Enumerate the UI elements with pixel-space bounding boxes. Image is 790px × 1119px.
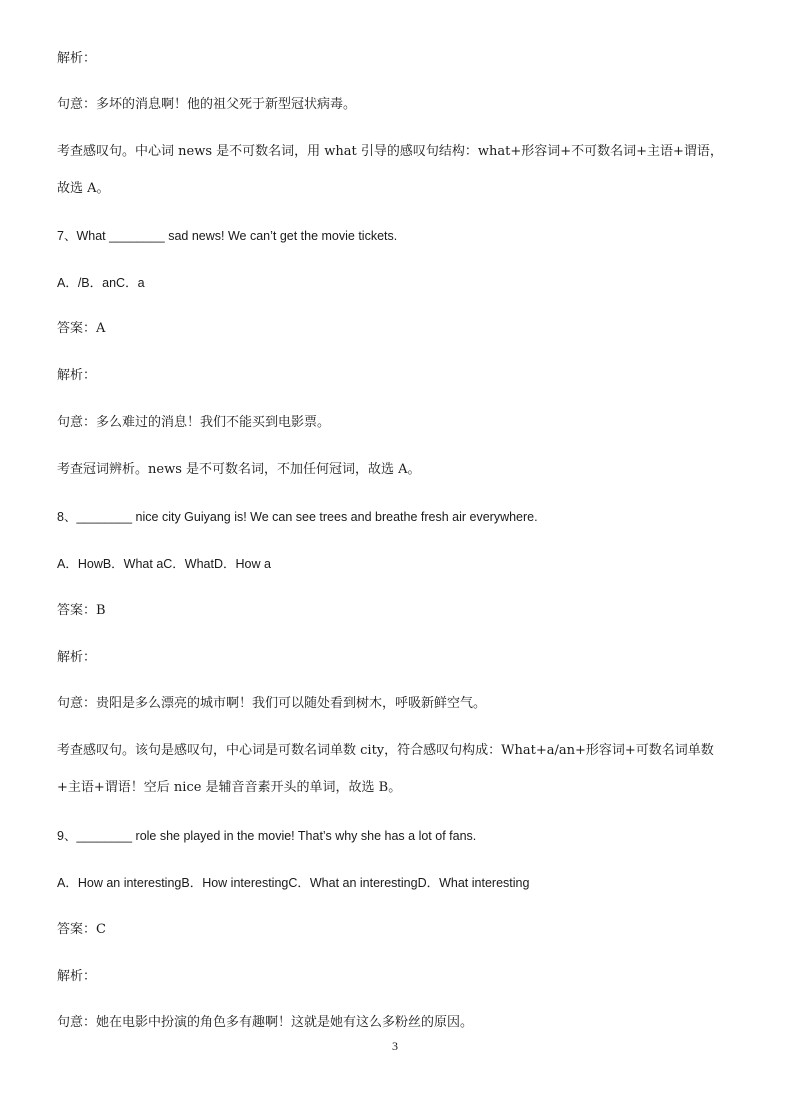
analysis-label: 解析： [57,51,97,66]
explanation-q6-part2: 故选 A。 [57,181,110,196]
explanation-q8-part2: +主语+谓语！空后 nice 是辅音音素开头的单词，故选 B。 [57,780,402,795]
question-9: 9、________ role she played in the movie! That’s why she has a lot of fans. [57,829,477,843]
answer-q8: 答案：B [57,603,106,618]
explanation-q6-part1: 考查感叹句。中心词 news 是不可数名词，用 what 引导的感叹句结构：what+形容词+不可数名词+主语+谓语， [57,144,723,159]
page-number: 3 [392,1039,398,1053]
options-q7: A．/B．anC．a [57,276,145,290]
analysis-label: 解析： [57,650,97,665]
analysis-label: 解析： [57,969,97,984]
question-8: 8、________ nice city Guiyang is! We can see trees and breathe fresh air everywhere. [57,510,538,524]
options-q8: A．HowB．What aC．WhatD．How a [57,557,271,571]
translation-q6: 句意：多坏的消息啊！他的祖父死于新型冠状病毒。 [57,97,357,112]
explanation-q7: 考查冠词辨析。news 是不可数名词，不加任何冠词，故选 A。 [57,462,421,477]
analysis-label: 解析： [57,368,97,383]
question-7: 7、What ________ sad news! We can’t get the movie tickets. [57,229,398,243]
answer-q7: 答案：A [57,321,106,336]
options-q9: A．How an interestingB．How interestingC．What an interestingD．What interesting [57,876,530,890]
translation-q8: 句意：贵阳是多么漂亮的城市啊！我们可以随处看到树木，呼吸新鲜空气。 [57,696,487,711]
translation-q9: 句意：她在电影中扮演的角色多有趣啊！这就是她有这么多粉丝的原因。 [57,1015,474,1030]
explanation-q8-part1: 考查感叹句。该句是感叹句，中心词是可数名词单数 city，符合感叹句构成：What+a/an+形容词+可数名词单数 [57,743,714,758]
translation-q7: 句意：多么难过的消息！我们不能买到电影票。 [57,415,331,430]
answer-q9: 答案：C [57,922,106,937]
